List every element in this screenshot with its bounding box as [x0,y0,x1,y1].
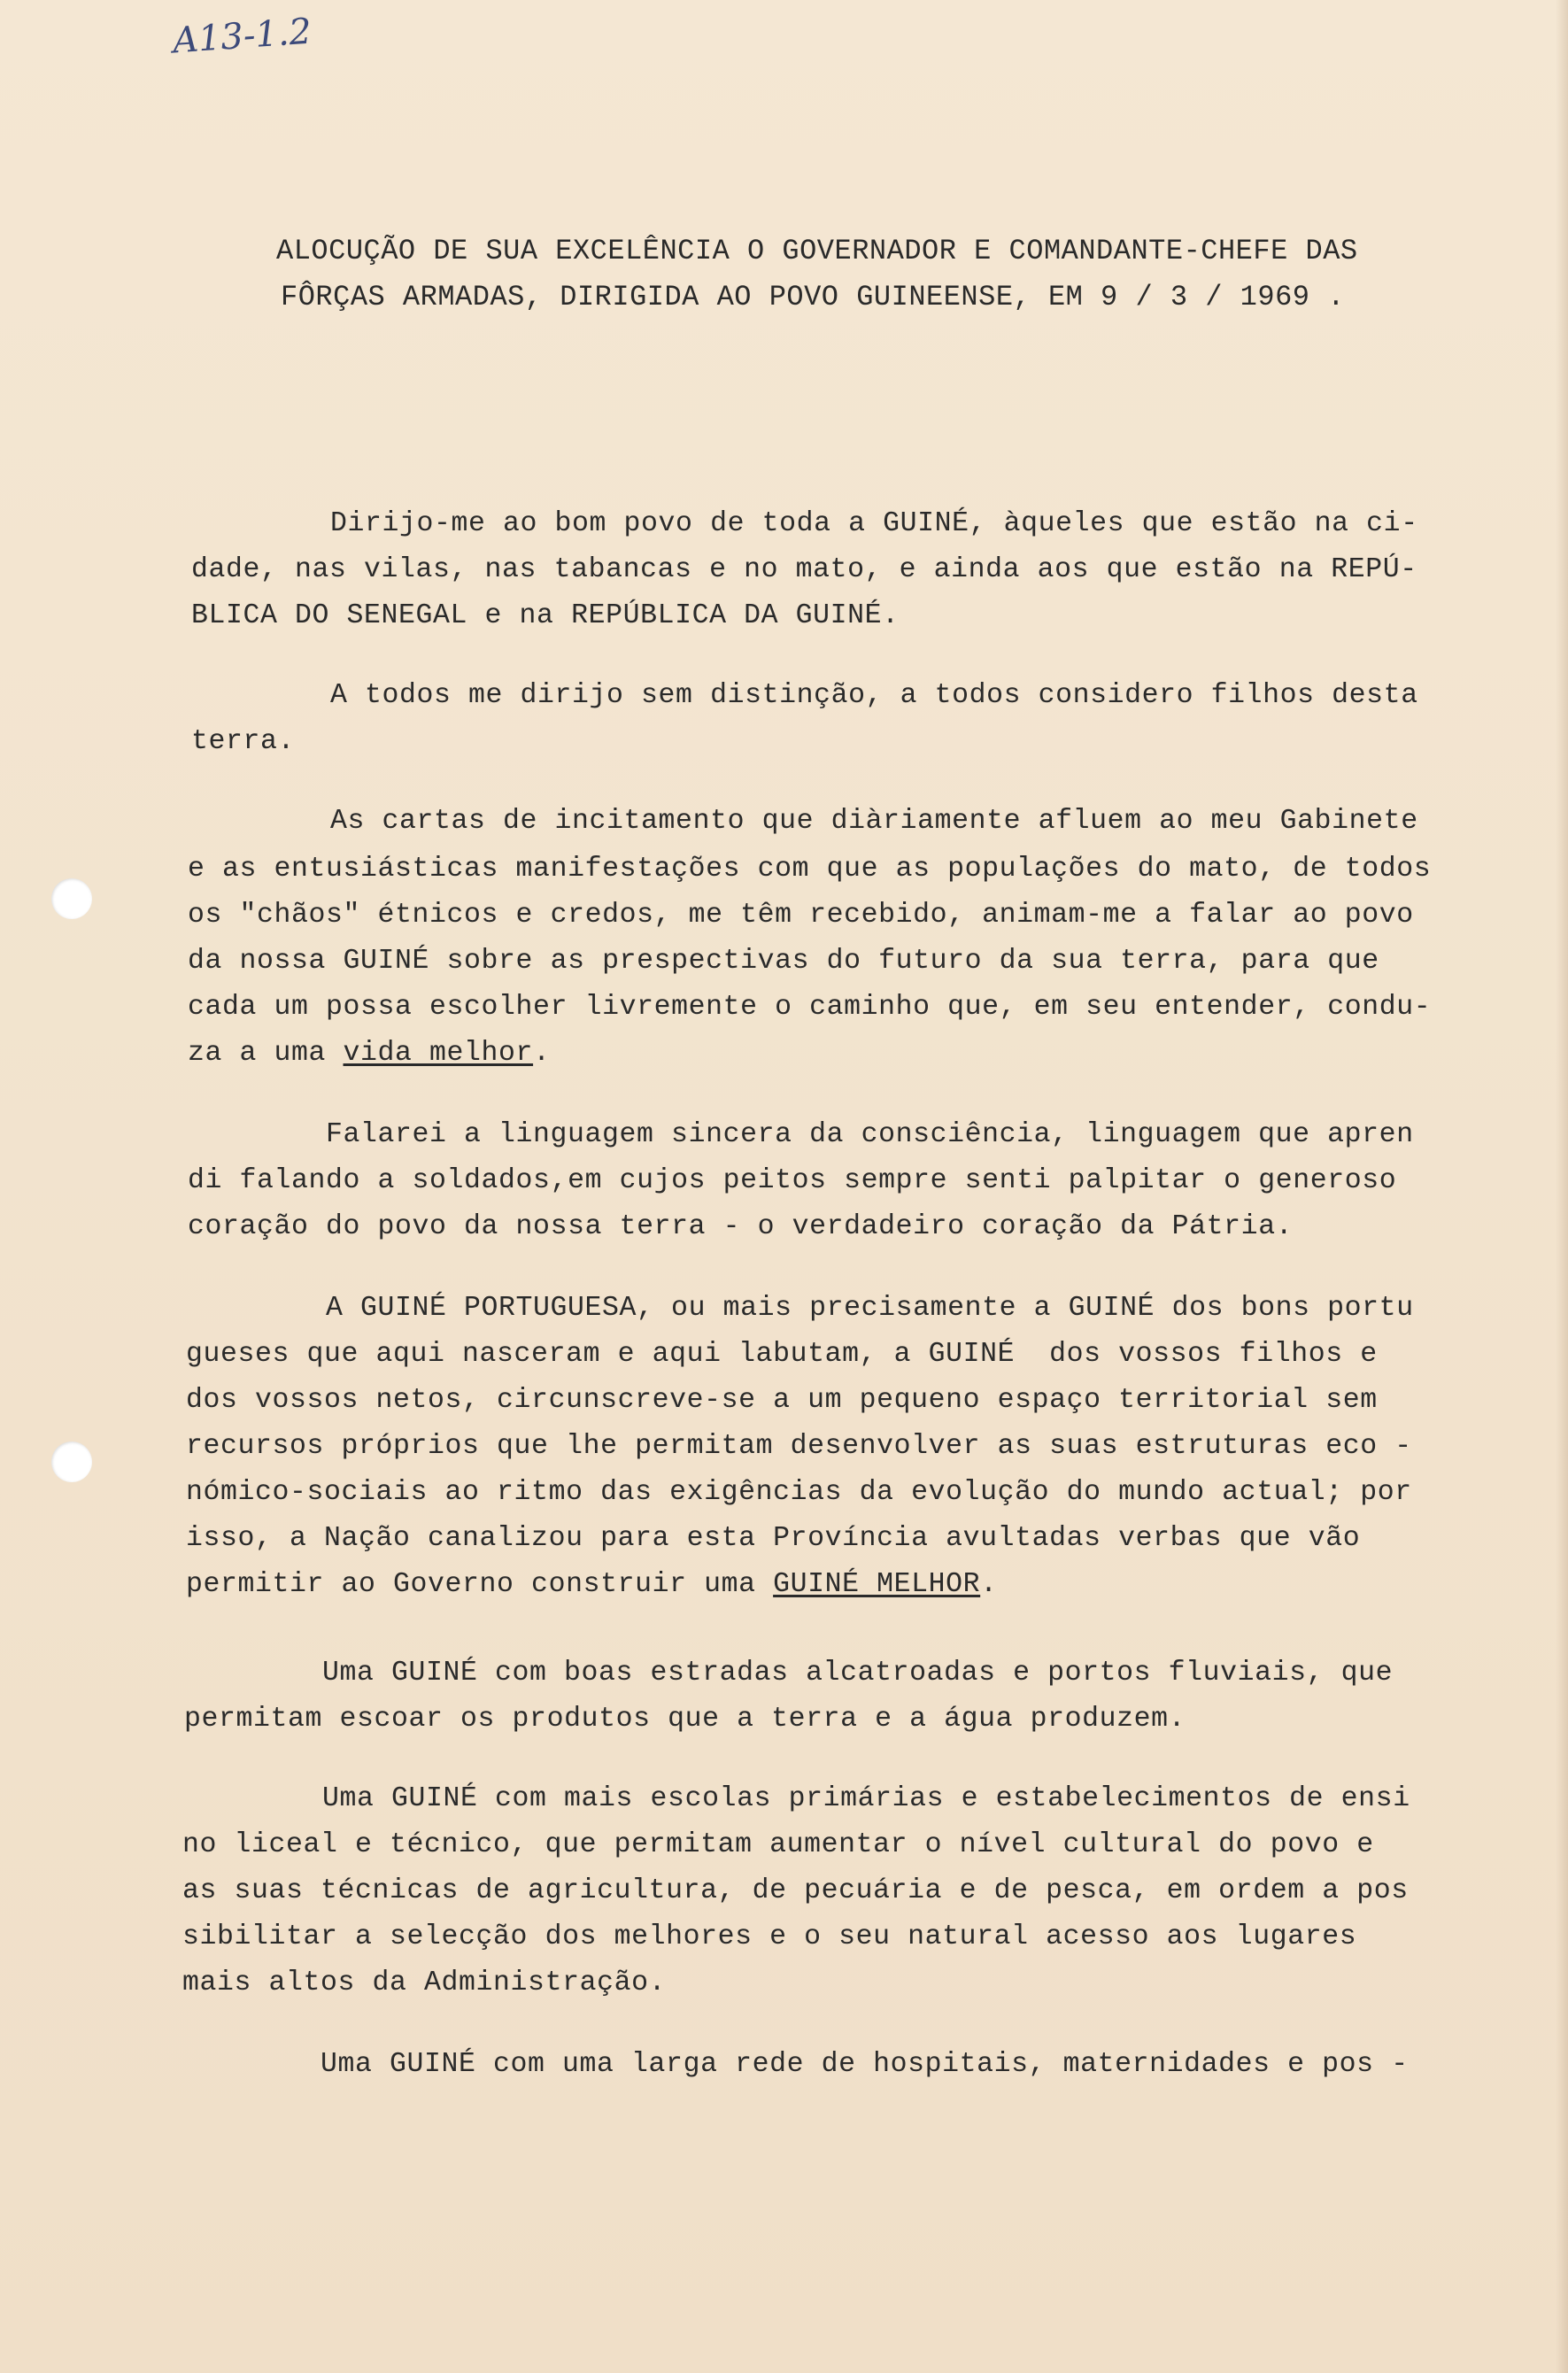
p7-line-5: mais altos da Administração. [182,1967,667,1998]
page-edge-shadow [1556,0,1568,2373]
p5-line-7-text: permitir ao Governo construir uma [186,1569,774,1600]
p7-line-3: as suas técnicas de agricultura, de pecuária e de pesca, em ordem a pos [182,1875,1409,1906]
punch-hole-bottom [51,1442,92,1482]
p5-line-3: dos vossos netos, circunscreve-se a um pequeno espaço territorial sem [186,1385,1378,1416]
p4-line-3: coração do povo da nossa terra - o verdadeiro coração da Pátria. [188,1211,1294,1242]
p8-line-1: Uma GUINÉ com uma larga rede de hospitais, maternidades e pos - [321,2049,1409,2080]
p7-line-1: Uma GUINÉ com mais escolas primárias e estabelecimentos de ensi [322,1783,1410,1814]
p3-line-6-text: za a uma [188,1038,344,1069]
p4-line-2: di falando a soldados,em cujos peitos sempre senti palpitar o generoso [188,1165,1397,1196]
punch-hole-top [51,878,92,919]
underlined-vida-melhor: vida melhor [343,1038,534,1069]
p7-line-4: sibilitar a selecção dos melhores e o seu natural acesso aos lugares [182,1921,1357,1952]
p6-line-2: permitam escoar os produtos que a terra e a água produzem. [184,1704,1186,1735]
p5-line-4: recursos próprios que lhe permitam desenvolver as suas estruturas eco - [186,1431,1412,1462]
p4-line-1: Falarei a linguagem sincera da consciência, linguagem que apren [326,1119,1414,1150]
p3-line-1: As cartas de incitamento que diàriamente afluem ao meu Gabinete [330,806,1418,837]
p5-line-7-end: . [980,1569,998,1600]
p3-line-3: os "chãos" étnicos e credos, me têm recebido, animam-me a falar ao povo [188,900,1414,931]
p3-line-6-end: . [533,1038,551,1069]
p5-line-6: isso, a Nação canalizou para esta Província avultadas verbas que vão [186,1523,1361,1554]
p5-line-2: gueses que aqui nasceram e aqui labutam, a GUINÉ dos vossos filhos e [186,1339,1378,1370]
p1-line-2: dade, nas vilas, nas tabancas e no mato, e ainda aos que estão na REPÚ- [191,554,1417,585]
p1-line-1: Dirijo-me ao bom povo de toda a GUINÉ, àqueles que estão na ci- [330,508,1418,539]
p3-line-5: cada um possa escolher livremente o caminho que, em seu entender, condu- [188,992,1432,1023]
p6-line-1: Uma GUINÉ com boas estradas alcatroadas e portos fluviais, que [322,1658,1394,1689]
title-line-1: ALOCUÇÃO DE SUA EXCELÊNCIA O GOVERNADOR E COMANDANTE-CHEFE DAS [276,235,1358,267]
p7-line-2: no liceal e técnico, que permitam aumentar o nível cultural do povo e [182,1829,1374,1860]
p1-line-3: BLICA DO SENEGAL e na REPÚBLICA DA GUINÉ. [191,600,900,631]
p2-line-1: A todos me dirijo sem distinção, a todos considero filhos desta [330,680,1418,711]
p3-line-4: da nossa GUINÉ sobre as prespectivas do futuro da sua terra, para que [188,946,1379,977]
title-line-2: FÔRÇAS ARMADAS, DIRIGIDA AO POVO GUINEENSE, EM 9 / 3 / 1969 . [281,281,1345,313]
handwritten-reference-note: A13-1.2 [171,11,313,62]
p5-line-5: nómico-sociais ao ritmo das exigências da evolução do mundo actual; por [186,1477,1412,1508]
p5-line-1: A GUINÉ PORTUGUESA, ou mais precisamente a GUINÉ dos bons portu [326,1293,1414,1324]
p5-line-7 [186,1567,998,1603]
p3-line-6 [188,1036,551,1071]
p3-line-2: e as entusiásticas manifestações com que as populações do mato, de todos [188,854,1432,885]
p2-line-2: terra. [191,726,296,757]
underlined-guine-melhor: GUINÉ MELHOR [773,1569,981,1600]
document-title [276,228,1427,321]
